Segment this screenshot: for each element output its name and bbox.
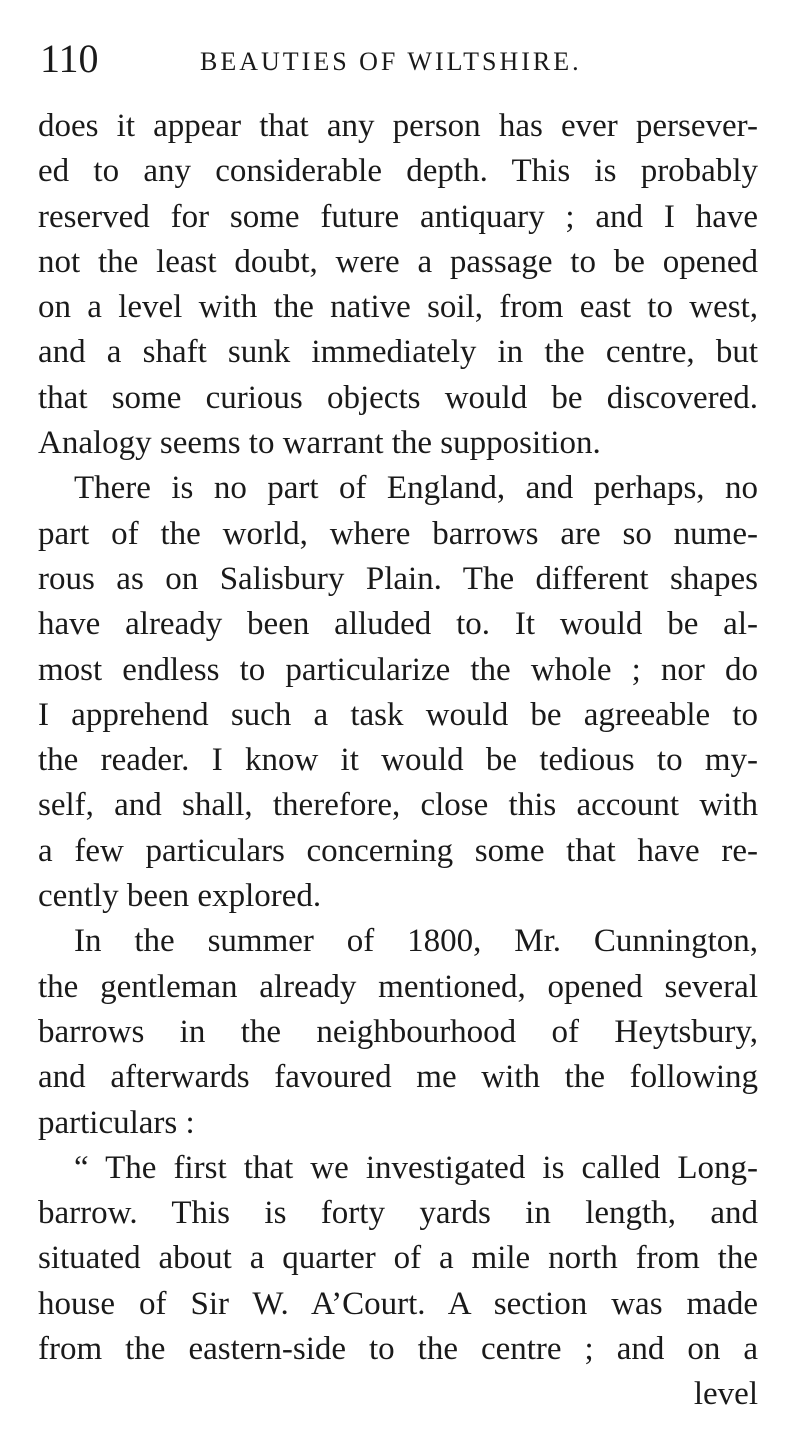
- text-line: most endless to particularize the whole ; nor do: [38, 651, 758, 688]
- text-line: cently been explored.: [38, 878, 322, 915]
- text-line: part of the world, where barrows are so nume-: [38, 515, 758, 552]
- paragraph-first-line: There is no part of England, and perhaps, no: [74, 470, 758, 507]
- text-line: I apprehend such a task would be agreeable to: [38, 696, 758, 733]
- text-line: barrow. This is forty yards in length, and: [38, 1195, 758, 1232]
- text-line: the gentleman already mentioned, opened several: [38, 968, 758, 1005]
- text-line: particulars :: [38, 1104, 195, 1141]
- text-line: self, and shall, therefore, close this account with: [38, 787, 758, 824]
- body-text: [38, 104, 758, 1418]
- text-line: barrows in the neighbourhood of Heytsbury,: [38, 1013, 758, 1050]
- text-line: that some curious objects would be discovered.: [38, 379, 758, 416]
- text-line: and a shaft sunk immediately in the centre, but: [38, 334, 758, 371]
- paragraph-first-line: In the summer of 1800, Mr. Cunnington,: [74, 923, 758, 960]
- paragraph-first-line: “ The first that we investigated is called Long-: [74, 1149, 758, 1186]
- text-line: on a level with the native soil, from east to west,: [38, 289, 758, 326]
- text-line: the reader. I know it would be tedious to my-: [38, 742, 758, 779]
- page-number: 110: [40, 36, 99, 81]
- text-line: reserved for some future antiquary ; and I have: [38, 198, 758, 235]
- text-line: rous as on Salisbury Plain. The different shapes: [38, 560, 758, 597]
- text-line: a few particulars concerning some that have re-: [38, 832, 758, 869]
- text-line: and afterwards favoured me with the following: [38, 1059, 758, 1096]
- text-line: situated about a quarter of a mile north from the: [38, 1240, 758, 1277]
- text-line: does it appear that any person has ever persever-: [38, 108, 758, 144]
- catchword: level: [693, 1376, 758, 1413]
- text-line: not the least doubt, were a passage to be opened: [38, 243, 758, 280]
- text-line: Analogy seems to warrant the supposition.: [38, 425, 601, 462]
- text-line: have already been alluded to. It would be al-: [38, 606, 758, 643]
- running-title: BEAUTIES OF WILTSHIRE.: [200, 47, 582, 76]
- text-line: ed to any considerable depth. This is probably: [38, 153, 758, 190]
- running-head: [40, 34, 760, 84]
- text-line: from the eastern-side to the centre ; and on a: [38, 1331, 758, 1368]
- text-line: house of Sir W. A’Court. A section was made: [38, 1285, 758, 1322]
